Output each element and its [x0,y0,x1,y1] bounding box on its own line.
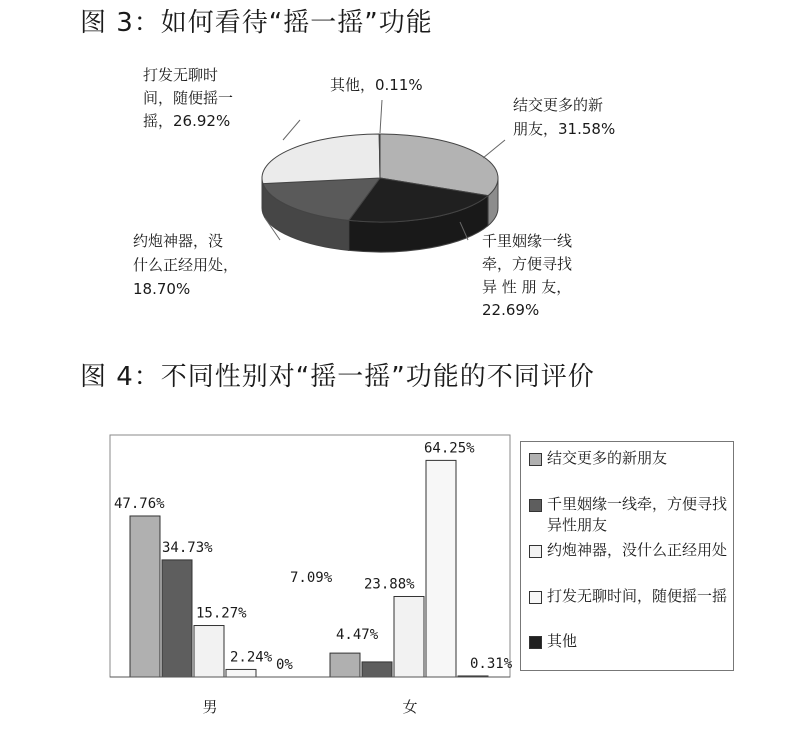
pie-annotation-line: 间，随便摇一 [143,89,234,107]
bar [130,516,160,677]
pie-annotation-line: 什么正经用处， [133,256,239,274]
x-tick-label-female: 女 [402,698,418,716]
pie-annotation-romance [482,232,577,319]
legend-label: 千里姻缘一线牵，方便寻找异性朋友 [547,495,728,534]
pie-chart-title: 图 3：如何看待“摇一摇”功能 [80,8,433,38]
pie-slice [262,134,380,184]
bar [362,662,392,677]
pie-annotation-line: 朋友，31.58% [513,120,616,138]
pie-annotation-other [330,76,423,94]
pie-annotation-line: 结交更多的新 [513,96,604,114]
legend-swatch [529,545,542,558]
pie-annotation-line: 打发无聊时 [143,66,219,84]
legend-item [529,631,729,652]
bar [162,560,192,677]
legend-label: 其他 [547,632,578,650]
pie-leader-line [483,140,505,158]
bar-value-label: 0.31% [470,655,513,672]
bar [226,669,256,677]
pie-annotation-bored [143,66,238,130]
pie-annotation-line: 其他，0.11% [330,76,423,94]
pie-annotation-friends [513,96,615,138]
pie-annotation-line: 摇，26.92% [143,112,231,130]
pie-annotation-line: 18.70% [133,280,191,298]
legend-swatch [529,453,542,466]
bar [330,653,360,677]
bar-value-label: 0% [276,657,293,673]
bar-value-label: 47.76% [114,495,165,512]
legend-swatch [529,636,542,649]
pie-chart [262,100,505,252]
legend-item [529,494,729,536]
legend-swatch [529,499,542,512]
x-tick-label-male: 男 [202,698,218,716]
legend-label: 打发无聊时间，随便摇一摇 [547,587,728,605]
pie-leader-line [283,120,300,140]
legend-item [529,540,729,561]
bar-chart-legend [520,441,734,671]
legend-swatch [529,591,542,604]
bar-chart-title: 图 4：不同性别对“摇一摇”功能的不同评价 [80,362,595,392]
bar-value-label: 4.47% [336,626,379,643]
bar [394,596,424,677]
bar [194,626,224,677]
legend-label: 结交更多的新朋友 [547,449,668,467]
bar-value-label: 34.73% [162,539,213,556]
pie-annotation-line: 约炮神器，没 [133,232,224,250]
pie-annotation-line: 异 性 朋 友， [482,278,572,296]
legend-item [529,448,729,469]
bar-value-label: 7.09% [290,570,333,587]
bar [426,460,456,677]
pie-annotation-hookup [133,232,243,298]
bar-value-label: 64.25% [424,440,475,457]
pie-annotation-line: 22.69% [482,301,540,319]
pie-leader-line [380,100,382,133]
bar-value-label: 2.24% [230,649,273,666]
bar-value-label: 15.27% [196,605,247,622]
pie-annotation-line: 牵，方便寻找 [482,255,573,273]
legend-label: 约炮神器，没什么正经用处 [547,541,728,559]
legend-item [529,586,729,607]
bar-value-label: 23.88% [364,576,415,593]
pie-annotation-line: 千里姻缘一线 [482,232,573,250]
